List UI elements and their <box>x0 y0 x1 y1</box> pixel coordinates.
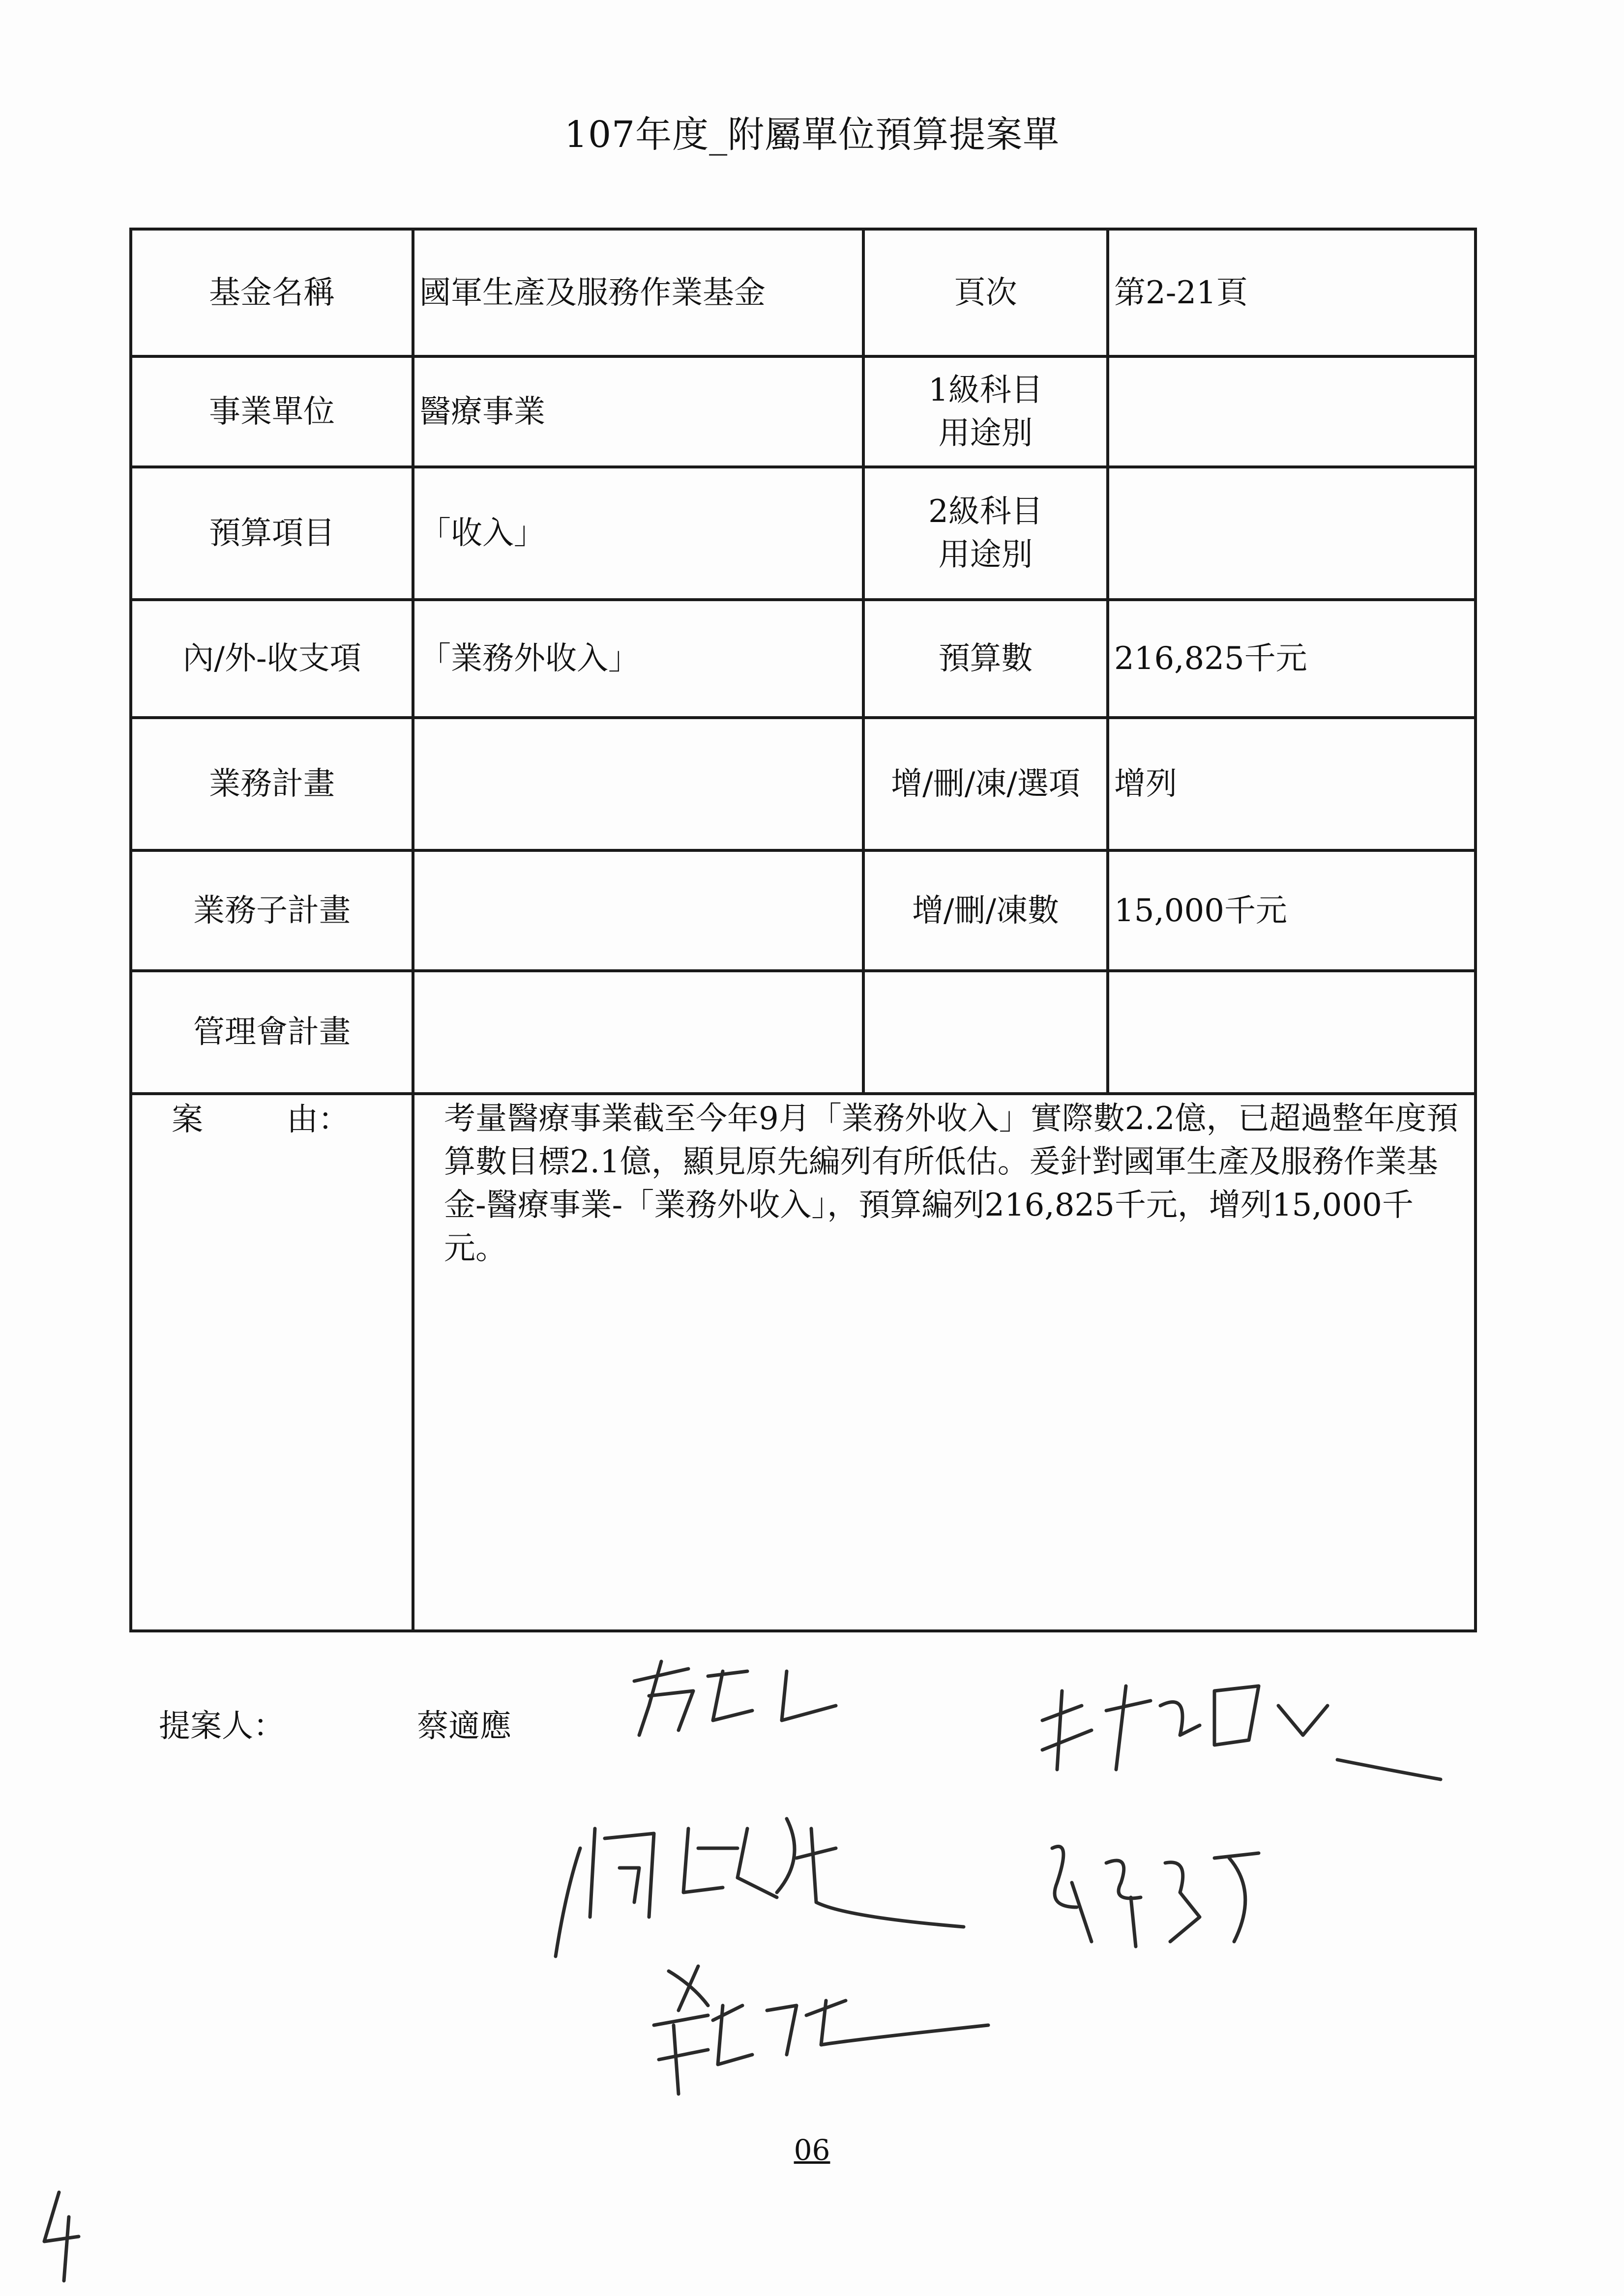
handwritten-mark-icon <box>44 2192 79 2281</box>
field-label: 預算項目 <box>131 467 413 600</box>
field-value: 15,000千元 <box>1108 850 1476 971</box>
field-label: 增/刪/凍數 <box>863 850 1108 971</box>
cause-label-a: 案 <box>172 1102 203 1138</box>
field-value: 第2-21頁 <box>1108 229 1476 356</box>
cause-label-b: 由： <box>287 1102 350 1138</box>
field-value: 216,825千元 <box>1108 600 1476 718</box>
field-value: 國軍生產及服務作業基金 <box>413 229 863 356</box>
field-label: 業務子計畫 <box>131 850 413 971</box>
page-number: 06 <box>794 2133 830 2167</box>
cause-text: 考量醫療事業截至今年9月「業務外收入」實際數2.2億，已超過整年度預算數目標2.1億，顯見原先編列有所低估。爰針對國軍生產及服務作業基金-醫療事業-「業務外收入」，預算編列216,825千元，增列15,000千元。 <box>413 1094 1476 1631</box>
proposer-name: 蔡適應 <box>417 1708 511 1744</box>
field-label: 管理會計畫 <box>131 971 413 1094</box>
field-label: 預算數 <box>863 600 1108 718</box>
field-label: 1級科目 用途別 <box>863 356 1108 467</box>
field-label: 業務計畫 <box>131 718 413 850</box>
field-value: 醫療事業 <box>413 356 863 467</box>
page-title: 107年度_附屬單位預算提案單 <box>564 114 1060 156</box>
field-label: 基金名稱 <box>131 229 413 356</box>
field-value: 「收入」 <box>413 467 863 600</box>
field-label: 事業單位 <box>131 356 413 467</box>
proposer-label: 提案人： <box>159 1708 285 1744</box>
field-value: 「業務外收入」 <box>413 600 863 718</box>
field-label: 增/刪/凍/選項 <box>863 718 1108 850</box>
field-value: 增列 <box>1108 718 1476 850</box>
field-label: 頁次 <box>863 229 1108 356</box>
field-label: 2級科目 用途別 <box>863 467 1108 600</box>
field-label: 內/外-收支項 <box>131 600 413 718</box>
